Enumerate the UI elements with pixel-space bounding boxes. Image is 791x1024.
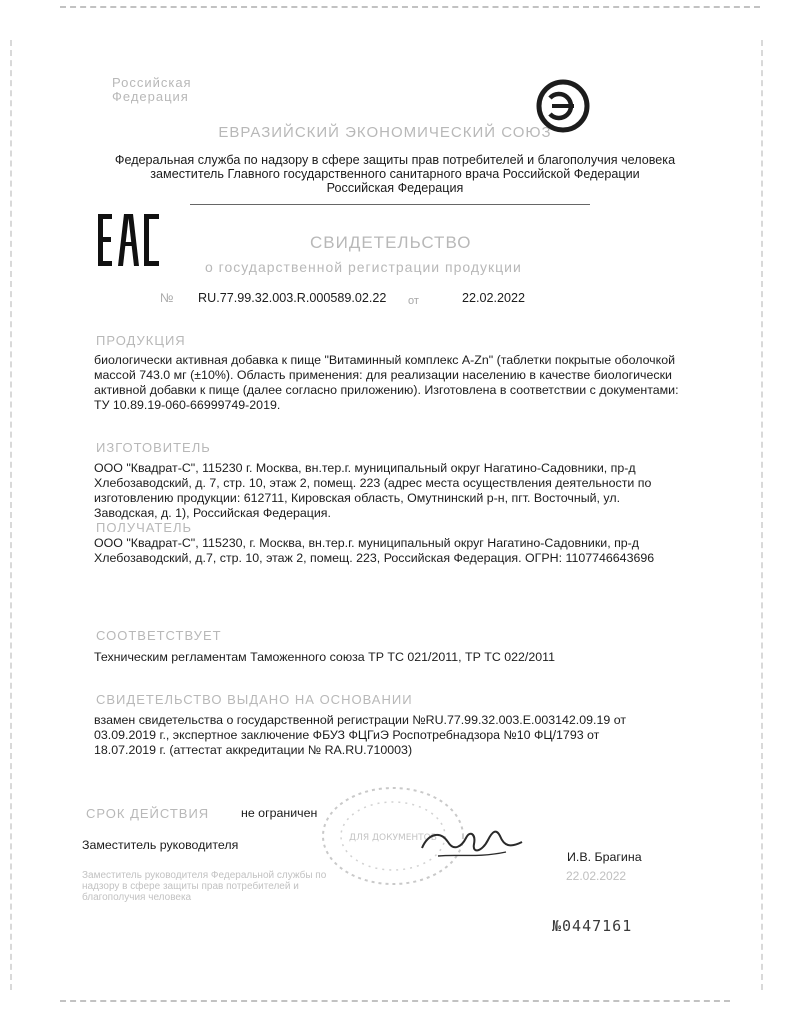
product-text: биологически активная добавка к пище "Витаминный комплекс A-Zn" (таблетки покрытые оболочкой массой 743.0 мг (±10%). Область применения: для реализации населению в качестве биологически активной добавки к пище (далее согласно приложению). Изготовлена в соответствии с документами: ТУ 10.89.19-060-66999749-2019.: [94, 353, 679, 412]
eac-mark-icon: [96, 212, 162, 268]
stamp-text: ДЛЯ ДОКУМЕНТОВ: [349, 833, 437, 843]
agency-block: [100, 153, 690, 195]
scan-edge-right: [761, 40, 763, 990]
registration-number: RU.77.99.32.003.R.000589.02.22: [198, 291, 387, 305]
basis-text: взамен свидетельства о государственной регистрации №RU.77.99.32.003.E.003142.09.19 от 03.09.2019 г., экспертное заключение ФБУЗ ФЦГиЭ Роспотребнадзора №10 ФЦ/1793 от 18.07.2019 г. (аттестат аккредитации № RA.RU.710003): [94, 713, 626, 757]
faded-footnote: Заместитель руководителя Федеральной службы по надзору в сфере защиты прав потребителей и благополучия человека: [82, 870, 327, 903]
certificate-subtitle: о государственной регистрации продукции: [205, 259, 522, 275]
recipient-label: ПОЛУЧАТЕЛЬ: [96, 520, 193, 535]
validity-value: не ограничен: [241, 806, 318, 820]
manufacturer-label: ИЗГОТОВИТЕЛЬ: [96, 440, 211, 455]
validity-label: СРОК ДЕЙСТВИЯ: [86, 806, 210, 821]
faded-union-header: ЕВРАЗИЙСКИЙ ЭКОНОМИЧЕСКИЙ СОЮЗ: [218, 124, 552, 141]
agency-line-3: Российская Федерация: [326, 181, 464, 195]
conformity-label: СООТВЕТСТВУЕТ: [96, 628, 222, 643]
faded-topleft-text: Российская Федерация: [112, 75, 192, 104]
scan-edge-left: [10, 40, 12, 990]
agency-line-1: Федеральная служба по надзору в сфере защиты прав потребителей и благополучия человека: [114, 153, 676, 167]
faded-signature-date: 22.02.2022: [566, 869, 627, 883]
number-sign: №: [160, 291, 174, 305]
registration-date: 22.02.2022: [462, 291, 526, 305]
recipient-text: ООО "Квадрат-С", 115230, г. Москва, вн.тер.г. муниципальный округ Нагатино-Садовники, пр-д Хлебозаводский, д.7, стр. 10, этаж 2, помещ. 223, Российская Федерация. ОГРН: 1107746643696: [94, 536, 655, 565]
agency-underline: [190, 204, 590, 205]
from-label: от: [408, 295, 419, 307]
product-label: ПРОДУКЦИЯ: [96, 333, 186, 348]
scan-edge-bottom: [60, 1000, 730, 1002]
form-serial-number: №0447161: [552, 917, 633, 935]
scan-edge-top: [60, 6, 760, 8]
conformity-text: Техническим регламентам Таможенного союза ТР ТС 021/2011, ТР ТС 022/2011: [94, 650, 556, 664]
signer-position: Заместитель руководителя: [82, 838, 239, 852]
manufacturer-text: ООО "Квадрат-С", 115230 г. Москва, вн.тер.г. муниципальный округ Нагатино-Садовники, пр-д Хлебозаводский, д. 7, стр. 10, этаж 2, помещ. 223 (адрес места осуществления деятельности по изготовлению продукции: 612711, Кировская область, Омутнинский р-н, пгт. Восточный, ул. Заводская, д. 1), Российская Федерация.: [94, 461, 652, 520]
handwritten-signature-icon: [418, 816, 528, 866]
certificate-title: СВИДЕТЕЛЬСТВО: [310, 233, 472, 252]
signer-name: И.В. Брагина: [567, 850, 642, 864]
sanitary-ce-logo-icon: [528, 78, 598, 134]
agency-line-2: заместитель Главного государственного санитарного врача Российской Федерации: [150, 167, 640, 181]
basis-label: СВИДЕТЕЛЬСТВО ВЫДАНО НА ОСНОВАНИИ: [96, 692, 413, 707]
